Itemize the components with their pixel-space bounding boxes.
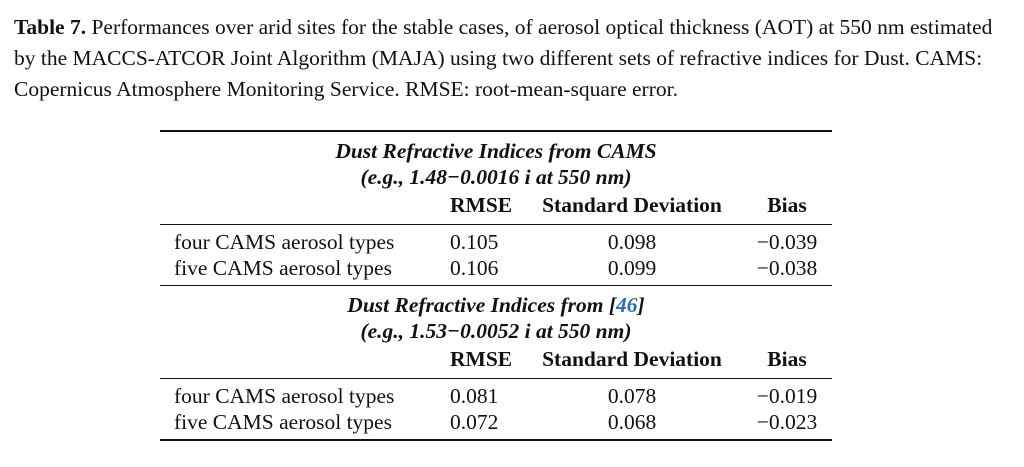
table-caption — [14, 12, 1012, 105]
section-title — [160, 292, 832, 344]
column-header-row — [160, 344, 832, 374]
table-row — [160, 255, 832, 281]
section-title-line2: (e.g., 1.53−0.0052 i at 550 nm) — [360, 319, 632, 343]
column-header-bias: Bias — [767, 346, 807, 371]
citation-link[interactable]: 46 — [616, 293, 638, 317]
rmse-cell: 0.072 — [450, 409, 499, 434]
row-label: four CAMS aerosol types — [174, 383, 395, 408]
row-label: five CAMS aerosol types — [174, 255, 392, 280]
column-header-sd: Standard Deviation — [542, 346, 722, 371]
column-header-rmse: RMSE — [450, 346, 513, 371]
table-row — [160, 229, 832, 255]
rmse-cell: 0.105 — [450, 229, 499, 254]
caption-label: Table 7. — [14, 15, 87, 39]
sd-cell: 0.078 — [607, 383, 657, 408]
column-header-sd: Standard Deviation — [542, 192, 722, 217]
section-title-line1 — [160, 292, 832, 318]
rmse-cell: 0.081 — [450, 383, 499, 408]
bottom-rule — [160, 439, 832, 441]
row-label: five CAMS aerosol types — [174, 409, 392, 434]
column-header-rmse: RMSE — [450, 192, 513, 217]
bias-cell: −0.023 — [756, 409, 818, 434]
bias-cell: −0.019 — [756, 383, 818, 408]
bias-cell: −0.038 — [756, 255, 818, 280]
section-title-line1: Dust Refractive Indices from CAMS — [335, 139, 657, 163]
section-title-line2: (e.g., 1.48−0.0016 i at 550 nm) — [360, 165, 632, 189]
sd-cell: 0.099 — [607, 255, 657, 280]
bias-cell: −0.039 — [756, 229, 818, 254]
rmse-cell: 0.106 — [450, 255, 499, 280]
table-row — [160, 409, 832, 435]
column-header-bias: Bias — [767, 192, 807, 217]
section-title-suffix: ] — [637, 293, 645, 317]
sd-cell: 0.098 — [607, 229, 657, 254]
caption-text: Performances over arid sites for the stable cases, of aerosol optical thickness (AOT) at 550 nm estimated by the MACCS-ATCOR Joint Algorithm (MAJA) using two different sets of refractive indices for Dust. CAMS: Copernicus Atmosphere Monitoring Service. RMSE: root-mean-square error. — [14, 15, 993, 101]
sd-cell: 0.068 — [607, 409, 657, 434]
section-title-prefix: Dust Refractive Indices from [ — [347, 293, 617, 317]
row-label: four CAMS aerosol types — [174, 229, 395, 254]
results-table — [160, 130, 832, 441]
section-title — [160, 138, 832, 190]
table-row — [160, 383, 832, 409]
column-header-row — [160, 190, 832, 220]
